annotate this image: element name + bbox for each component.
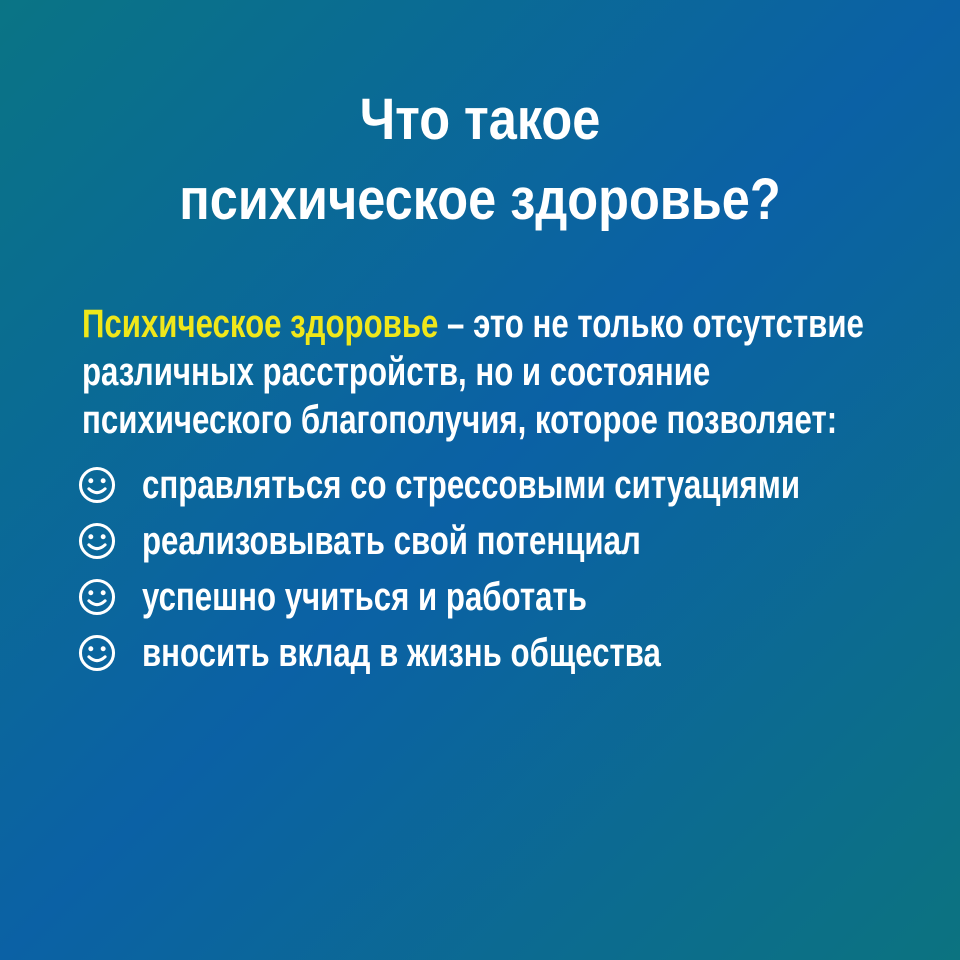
list-item (78, 457, 960, 513)
list-item (78, 513, 960, 569)
title-line-2: психическое здоровье? (179, 167, 781, 232)
benefits-list (78, 457, 960, 681)
smiley-face-icon (78, 634, 116, 672)
title-line-1: Что такое (359, 87, 601, 152)
list-item (78, 625, 960, 681)
benefit-label: успешно учиться и работать (142, 574, 587, 619)
intro-line-2: различных расстройств, но и состояние (82, 350, 711, 394)
intro-paragraph (82, 300, 960, 444)
intro-line-1-rest: – это не только отсутствие (438, 302, 864, 346)
smiley-face-icon (78, 522, 116, 560)
benefit-label: реализовывать свой потенциал (142, 518, 641, 563)
benefit-label: вносить вклад в жизнь общества (142, 630, 661, 675)
intro-highlight: Психическое здоровье (82, 302, 439, 346)
list-item (78, 569, 960, 625)
smiley-face-icon (78, 466, 116, 504)
page-title (0, 0, 960, 240)
intro-line-3: психического благополучия, которое позволяет: (82, 398, 838, 442)
benefit-label: справляться со стрессовыми ситуациями (142, 462, 801, 507)
smiley-face-icon (78, 578, 116, 616)
intro-line-1 (82, 300, 864, 348)
